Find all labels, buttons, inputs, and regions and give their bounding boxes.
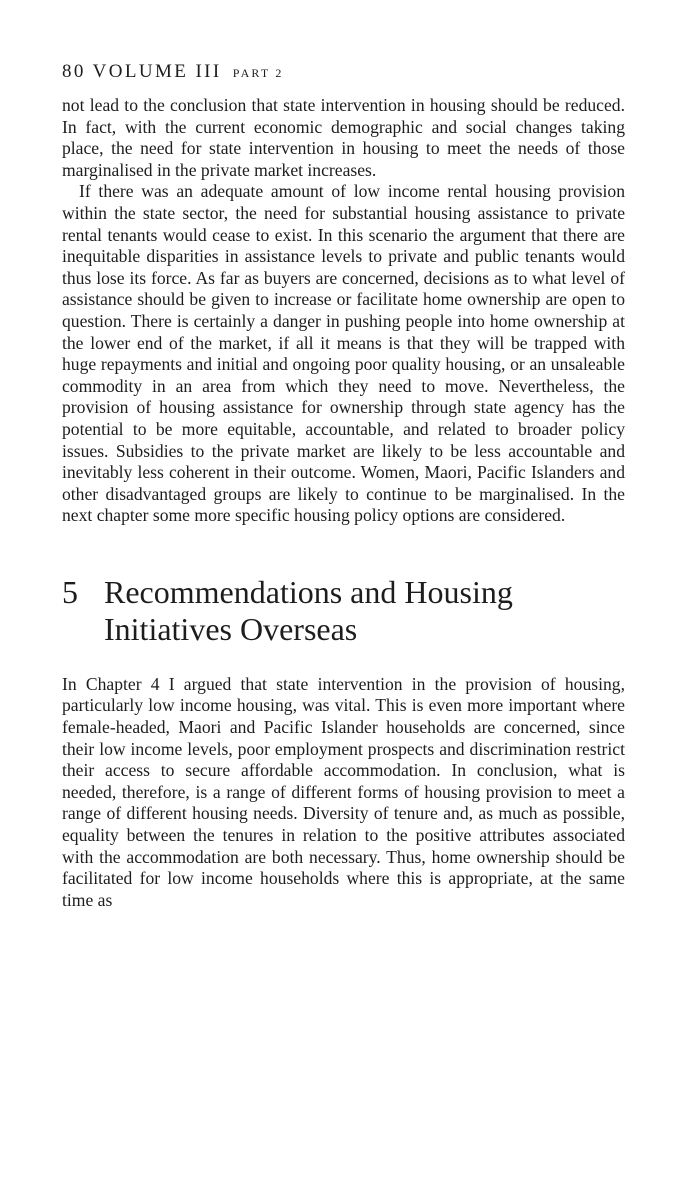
body-paragraph: If there was an adequate amount of low income rental housing provision within the state sector, the need for substantial housing assistance to private rental tenants would cease to exist. In this scenario the argument that there are inequitable disparities in assistance levels to private and public tenants would thus lose its force. As far as buyers are concerned, decisions as to what level of assistance should be given to increase or facilitate home ownership are open to question. There is certainly a danger in pushing people into home ownership at the lower end of the market, if all it means is that they will be trapped with huge repayments and initial and ongoing poor quality housing, or an unsaleable commodity in an area from which they need to move. Nevertheless, the provision of housing assistance for ownership through state agency has the potential to be more equitable, accountable, and related to broader policy issues. Subsidies to the private market are likely to be less accountable and inevitably less coherent in their outcome. Women, Maori, Pacific Islanders and other disadvantaged groups are likely to continue to be marginalised. In the next chapter some more specific housing policy options are considered. [62, 181, 625, 526]
running-head [62, 60, 625, 85]
body-paragraph-continued: not lead to the conclusion that state intervention in housing should be reduced. In fact, with the current economic demographic and social changes taking place, the need for state intervention in housing to meet the needs of those marginalised in the private market increases. [62, 95, 625, 180]
chapter-number: 5 [62, 573, 78, 610]
chapter-opening-paragraph: In Chapter 4 I argued that state intervention in the provision of housing, particularly low income housing, was vital. This is even more important where female-headed, Maori and Pacific Islander households are concerned, since their low income levels, poor employment prospects and discrimination restrict their access to secure affordable accommodation. In conclusion, what is needed, therefore, is a range of different forms of housing provision to meet a range of different housing needs. Diversity of tenure and, as much as possible, equality between the tenures in relation to the positive attributes associated with the accommodation are both necessary. Thus, home ownership should be facilitated for low income households where this is appropriate, at the same time as [62, 673, 625, 910]
page-number: 80 [62, 61, 86, 82]
volume-label: VOLUME III [92, 61, 222, 82]
book-page [62, 60, 625, 911]
part-label: PART 2 [232, 66, 284, 80]
chapter-heading [62, 574, 625, 648]
chapter-title: Recommendations and Housing Initiatives Overseas [104, 573, 513, 647]
